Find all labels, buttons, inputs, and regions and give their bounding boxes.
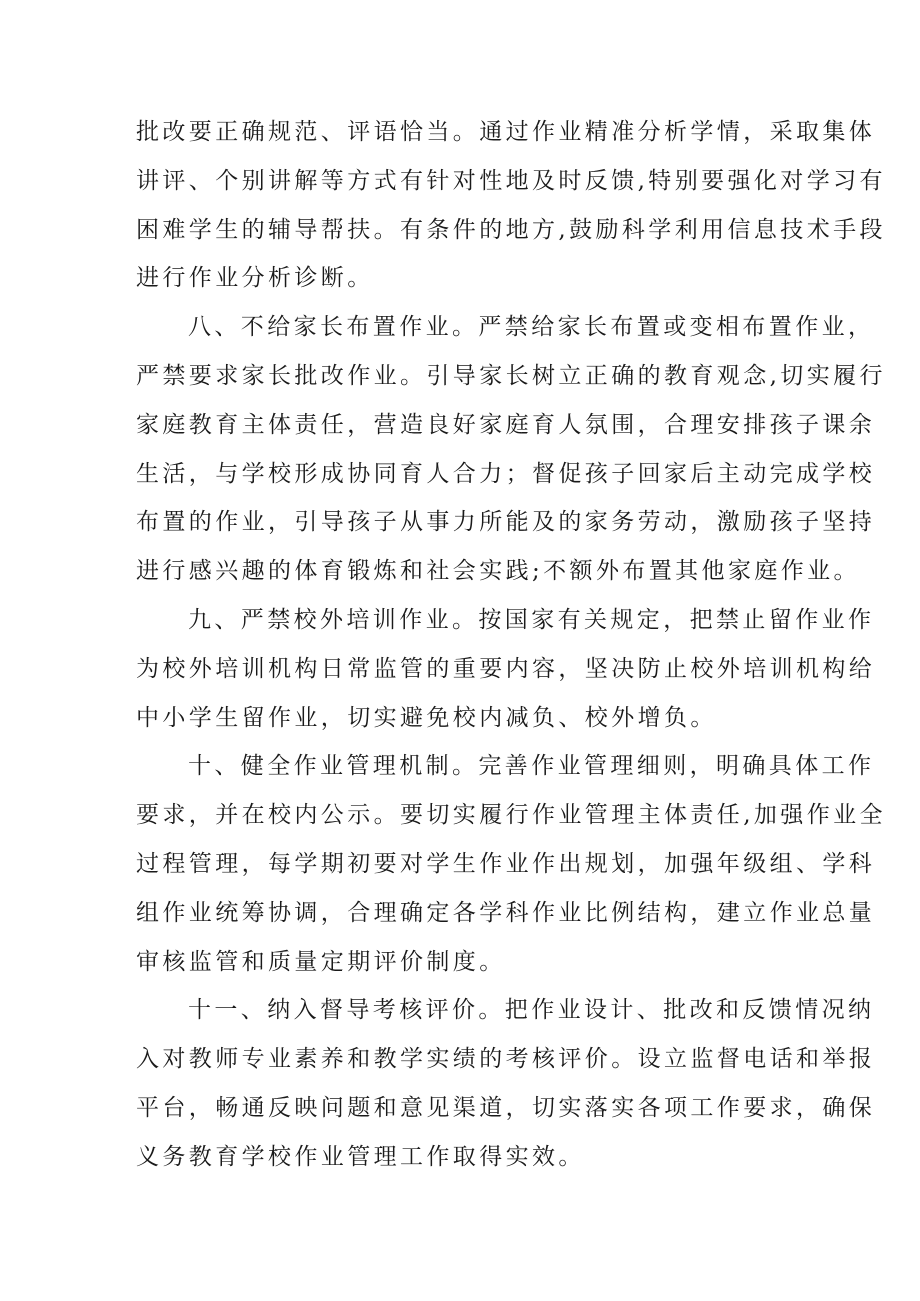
text-line: 义务教育学校作业管理工作取得实效。 <box>136 1143 585 1170</box>
text-line: 困难学生的辅导帮扶。有条件的地方,鼓励科学利用信息技术手段 <box>136 216 886 243</box>
text-line: 入对教师专业素养和教学实绩的考核评价。设立监督电话和举报 <box>136 1046 876 1073</box>
text-line: 批改要正确规范、评语恰当。通过作业精准分析学情，采取集体 <box>136 119 876 145</box>
text-line: 进行感兴趣的体育锻炼和社会实践;不额外布置其他家庭作业。 <box>136 558 860 585</box>
text-line: 要求，并在校内公示。要切实履行作业管理主体责任,加强作业全 <box>136 802 886 829</box>
paragraph-continuation <box>136 108 886 303</box>
text-line: 平台，畅通反映问题和意见渠道，切实落实各项工作要求，确保 <box>136 1094 876 1121</box>
text-line: 为校外培训机构日常监管的重要内容，坚决防止校外培训机构给 <box>136 655 876 682</box>
text-line: 严禁要求家长批改作业。引导家长树立正确的教育观念,切实履行 <box>136 362 886 389</box>
paragraph-item-9 <box>136 596 876 742</box>
text-line: 审核监管和质量定期评价制度。 <box>136 948 506 975</box>
paragraph-first-line: 十一、纳入督导考核评价。把作业设计、批改和反馈情况纳 <box>188 997 875 1024</box>
paragraph-first-line: 十、健全作业管理机制。完善作业管理细则，明确具体工作 <box>188 753 875 780</box>
paragraph-first-line: 八、不给家长布置作业。严禁给家长布置或变相布置作业， <box>188 314 875 341</box>
text-line: 进行作业分析诊断。 <box>136 265 374 292</box>
paragraph-item-8 <box>136 303 886 596</box>
paragraph-first-line: 九、严禁校外培训作业。按国家有关规定，把禁止留作业作 <box>188 606 875 633</box>
document-body <box>136 108 886 1182</box>
text-line: 生活，与学校形成协同育人合力；督促孩子回家后主动完成学校 <box>136 460 876 487</box>
text-line: 中小学生留作业，切实避免校内减负、校外增负。 <box>136 704 717 731</box>
text-line: 家庭教育主体责任，营造良好家庭育人氛围，合理安排孩子课余 <box>136 411 876 438</box>
paragraph-item-10 <box>136 742 886 986</box>
text-line: 讲评、个别讲解等方式有针对性地及时反馈,特别要强化对学习有 <box>136 167 886 194</box>
text-line: 布置的作业，引导孩子从事力所能及的家务劳动，激励孩子坚持 <box>136 509 876 536</box>
text-line: 过程管理，每学期初要对学生作业作出规划，加强年级组、学科 <box>136 850 876 877</box>
paragraph-item-11 <box>136 986 876 1181</box>
text-line: 组作业统筹协调，合理确定各学科作业比例结构，建立作业总量 <box>136 899 876 926</box>
